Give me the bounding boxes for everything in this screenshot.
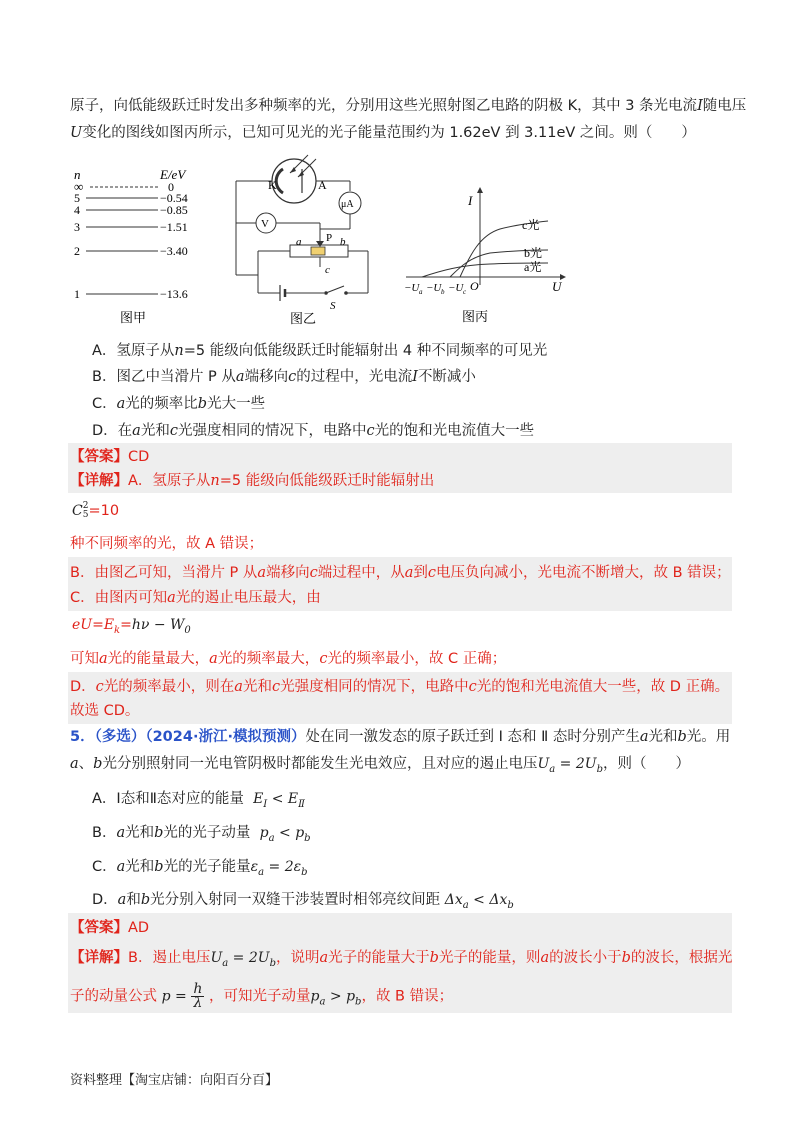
intro-line-1: 原子，向低能级跃迁时发出多种频率的光，分别用这些光照射图乙电路的阴极 K，其中 3 条光电流I随电压 — [70, 98, 747, 114]
q5-answer: 【答案】AD — [70, 920, 150, 936]
cathode — [276, 169, 283, 193]
slider-p — [311, 247, 325, 255]
q4-combination: C 2 5 =10 — [72, 501, 120, 520]
label-s: S — [330, 300, 336, 312]
label-c: c — [325, 264, 330, 276]
series-c-label: c光 — [522, 218, 540, 232]
q5-fraction: $\frac{h}{\lambda}$ — [193, 981, 203, 1011]
series-b-label: b光 — [524, 246, 543, 260]
svg-text:−13.6: −13.6 — [160, 287, 188, 301]
label-k: K — [268, 178, 277, 192]
q4-formula: $eU=E_k=h\nu - W_0$ — [72, 617, 191, 636]
svg-text:−0.54: −0.54 — [160, 191, 188, 205]
q4-explain-a: 【详解】A．氢原子从n=5 能级向低能级跃迁时能辐射出 — [70, 473, 435, 489]
q5-option-a: A．Ⅰ态和Ⅱ态对应的能量 $E_Ⅰ < E_Ⅱ$ — [92, 791, 305, 810]
q5-option-b: B．a光和b光的光子动量 $p_a < p_b$ — [92, 825, 311, 844]
tick-labels — [404, 282, 467, 296]
switch-s — [326, 286, 344, 293]
q4-option-b: B．图乙中当滑片 P 从a端移向c的过程中，光电流I不断减小 — [92, 369, 476, 385]
q4-answer: 【答案】CD — [70, 449, 150, 465]
n-label: n — [74, 167, 81, 182]
svg-text:c: c — [463, 288, 467, 296]
figure-bing-caption: 图丙 — [462, 309, 489, 324]
svg-text:b: b — [441, 288, 445, 296]
label-b: b — [340, 236, 346, 248]
svg-text:−U: −U — [404, 282, 420, 294]
footer: 资料整理【淘宝店铺：向阳百分百】 — [70, 1073, 279, 1088]
y-axis-label: I — [468, 193, 473, 208]
q4-final: 故选 CD。 — [70, 703, 140, 719]
level-2 — [74, 244, 188, 258]
level-3 — [74, 220, 188, 234]
meter-ua-label: μA — [341, 199, 354, 210]
level-4 — [74, 203, 188, 217]
q4-option-d: D．在a光和c光强度相同的情况下，电路中c光的饱和光电流值大一些 — [92, 423, 535, 439]
q4-explain-d: D．c光的频率最小，则在a光和c光强度相同的情况下，电路中c光的饱和光电流值大一些，故 D 正确。 — [70, 679, 730, 695]
svg-text:4: 4 — [74, 203, 80, 217]
figure-jia-energy-levels — [70, 165, 220, 325]
figure-yi-circuit — [228, 145, 393, 325]
intro-line-2: U变化的图线如图丙所示，已知可见光的光子能量范围约为 1.62eV 到 3.11eV 之间。则（ ） — [70, 125, 696, 141]
label-p: P — [326, 232, 333, 244]
figure-yi-caption: 图乙 — [290, 311, 317, 325]
x-axis-label: U — [552, 279, 562, 294]
q5-explain-1: 【详解】B．遏止电压$U_a = 2U_b$，说明a光子的能量大于b光子的能量，则a的波长小于b的波长，根据光 — [70, 950, 733, 969]
svg-text:a: a — [419, 288, 423, 296]
q4-explain-b: B．由图乙可知，当滑片 P 从a端移向c端过程中，从a到c电压负向减小，光电流不断增大，故 B 错误； — [70, 565, 731, 581]
svg-text:∞: ∞ — [74, 179, 84, 194]
svg-text:−U: −U — [448, 282, 464, 294]
q4-explain-c: C．由图丙可知a光的遏止电压最大，由 — [70, 590, 321, 606]
q5-stem-1: 5．（多选）（2024·浙江·模拟预测）处在同一激发态的原子跃迁到 Ⅰ 态和 Ⅱ 态时分别产生a光和b光。用 — [70, 729, 731, 745]
svg-text:−1.51: −1.51 — [160, 220, 188, 234]
e-label: E/eV — [160, 167, 186, 182]
svg-text:−U: −U — [426, 282, 442, 294]
q5-option-d: D．a和b光分别入射同一双缝干涉装置时相邻亮纹间距 $\Delta x_a < \Delta x_b$ — [92, 892, 514, 911]
series-a-label: a光 — [524, 260, 542, 274]
label-anode: A — [318, 178, 327, 192]
svg-text:5: 5 — [74, 191, 80, 205]
q4-option-a: A．氢原子从n=5 能级向低能级跃迁时能辐射出 4 种不同频率的可见光 — [92, 343, 548, 359]
svg-text:1: 1 — [74, 287, 80, 301]
svg-text:3: 3 — [74, 220, 80, 234]
level-1 — [74, 287, 188, 301]
origin-label: O — [470, 279, 479, 293]
level-inf — [74, 179, 174, 194]
q4-explain-c-concl: 可知a光的能量最大，a光的频率最大，c光的频率最小，故 C 正确； — [70, 651, 507, 667]
svg-text:2: 2 — [74, 244, 80, 258]
svg-text:−0.85: −0.85 — [160, 203, 188, 217]
q5-explain-2: 子的动量公式 p = $\frac{h}{\lambda}$ ，可知光子动量$p_a > p_b$，故 B 错误； — [70, 981, 454, 1011]
meter-v-label: V — [261, 218, 269, 230]
q4-explain-a-end: 种不同频率的光，故 A 错误； — [70, 536, 264, 552]
figure-bing-iu-curves — [400, 185, 575, 325]
svg-text:−3.40: −3.40 — [160, 244, 188, 258]
q4-option-c: C．a光的频率比b光大一些 — [92, 396, 266, 412]
label-a: a — [296, 236, 302, 248]
q5-stem-2: a、b光分别照射同一光电管阴极时都能发生光电效应，且对应的遏止电压$U_a = 2U_b$，则（ ） — [70, 756, 690, 775]
figure-jia-caption: 图甲 — [120, 310, 147, 325]
q5-option-c: C．a光和b光的光子能量$\varepsilon_a = 2\varepsilon_b$ — [92, 859, 308, 878]
svg-text:0: 0 — [168, 180, 174, 194]
